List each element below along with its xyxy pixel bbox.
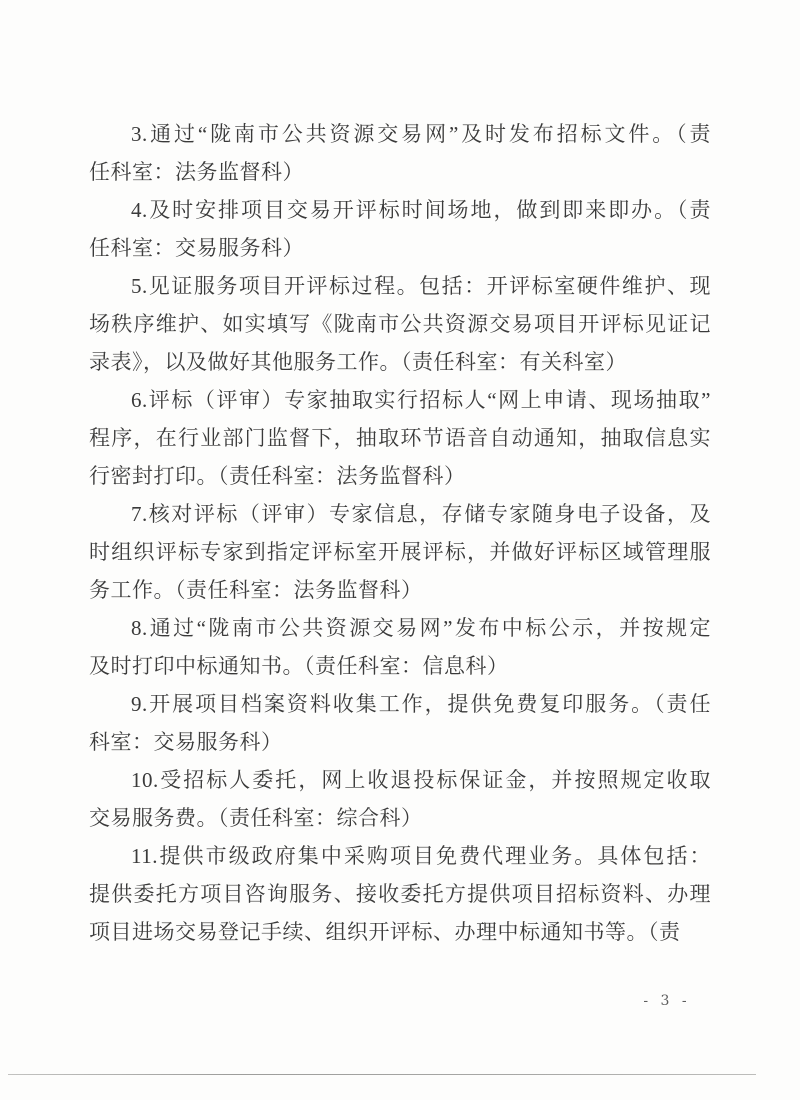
- text-line: 提供委托方项目咨询服务、接收委托方提供项目招标资料、办理: [89, 882, 711, 906]
- paragraph-item-3: [89, 115, 711, 191]
- paragraph-item-7: [89, 495, 711, 609]
- text-line: 任科室：法务监督科）: [89, 160, 304, 184]
- text-line: 4.及时安排项目交易开评标时间场地，做到即来即办。（责: [131, 198, 711, 222]
- paragraph-item-10: [89, 761, 711, 837]
- paragraph-item-8: [89, 609, 711, 685]
- text-line: 9.开展项目档案资料收集工作，提供免费复印服务。（责任: [131, 692, 711, 716]
- text-line: 5.见证服务项目开评标过程。包括：开评标室硬件维护、现: [131, 274, 711, 298]
- paragraph-item-6: [89, 381, 711, 495]
- text-line: 8.通过“陇南市公共资源交易网”发布中标公示，并按规定: [131, 616, 711, 640]
- text-line: 3.通过“陇南市公共资源交易网”及时发布招标文件。（责: [131, 122, 711, 146]
- text-line: 程序，在行业部门监督下，抽取环节语音自动通知，抽取信息实: [89, 426, 711, 450]
- page-number: - 3 -: [643, 993, 691, 1009]
- document-text-block: [89, 115, 711, 951]
- text-line: 任科室：交易服务科）: [89, 236, 304, 260]
- paragraph-item-5: [89, 267, 711, 381]
- text-line: 项目进场交易登记手续、组织开评标、办理中标通知书等。（责: [89, 920, 681, 944]
- text-line: 7.核对评标（评审）专家信息，存储专家随身电子设备，及: [131, 502, 711, 526]
- text-line: 场秩序维护、如实填写《陇南市公共资源交易项目开评标见证记: [89, 312, 711, 336]
- text-line: 录表》，以及做好其他服务工作。（责任科室：有关科室）: [89, 350, 627, 374]
- text-line: 务工作。（责任科室：法务监督科）: [89, 578, 423, 602]
- scan-edge-line: [8, 1074, 756, 1075]
- paragraph-item-9: [89, 685, 711, 761]
- text-line: 及时打印中标通知书。（责任科室：信息科）: [89, 654, 509, 678]
- text-line: 科室：交易服务科）: [89, 730, 283, 754]
- paragraph-item-4: [89, 191, 711, 267]
- text-line: 时组织评标专家到指定评标室开展评标，并做好评标区域管理服: [89, 540, 711, 564]
- text-line: 交易服务费。（责任科室：综合科）: [89, 806, 423, 830]
- text-line: 11.提供市级政府集中采购项目免费代理业务。具体包括：: [131, 844, 711, 868]
- text-line: 6.评标（评审）专家抽取实行招标人“网上申请、现场抽取”: [131, 388, 711, 412]
- text-line: 10.受招标人委托，网上收退投标保证金，并按照规定收取: [131, 768, 711, 792]
- paragraph-item-11: [89, 837, 711, 951]
- text-line: 行密封打印。（责任科室：法务监督科）: [89, 464, 466, 488]
